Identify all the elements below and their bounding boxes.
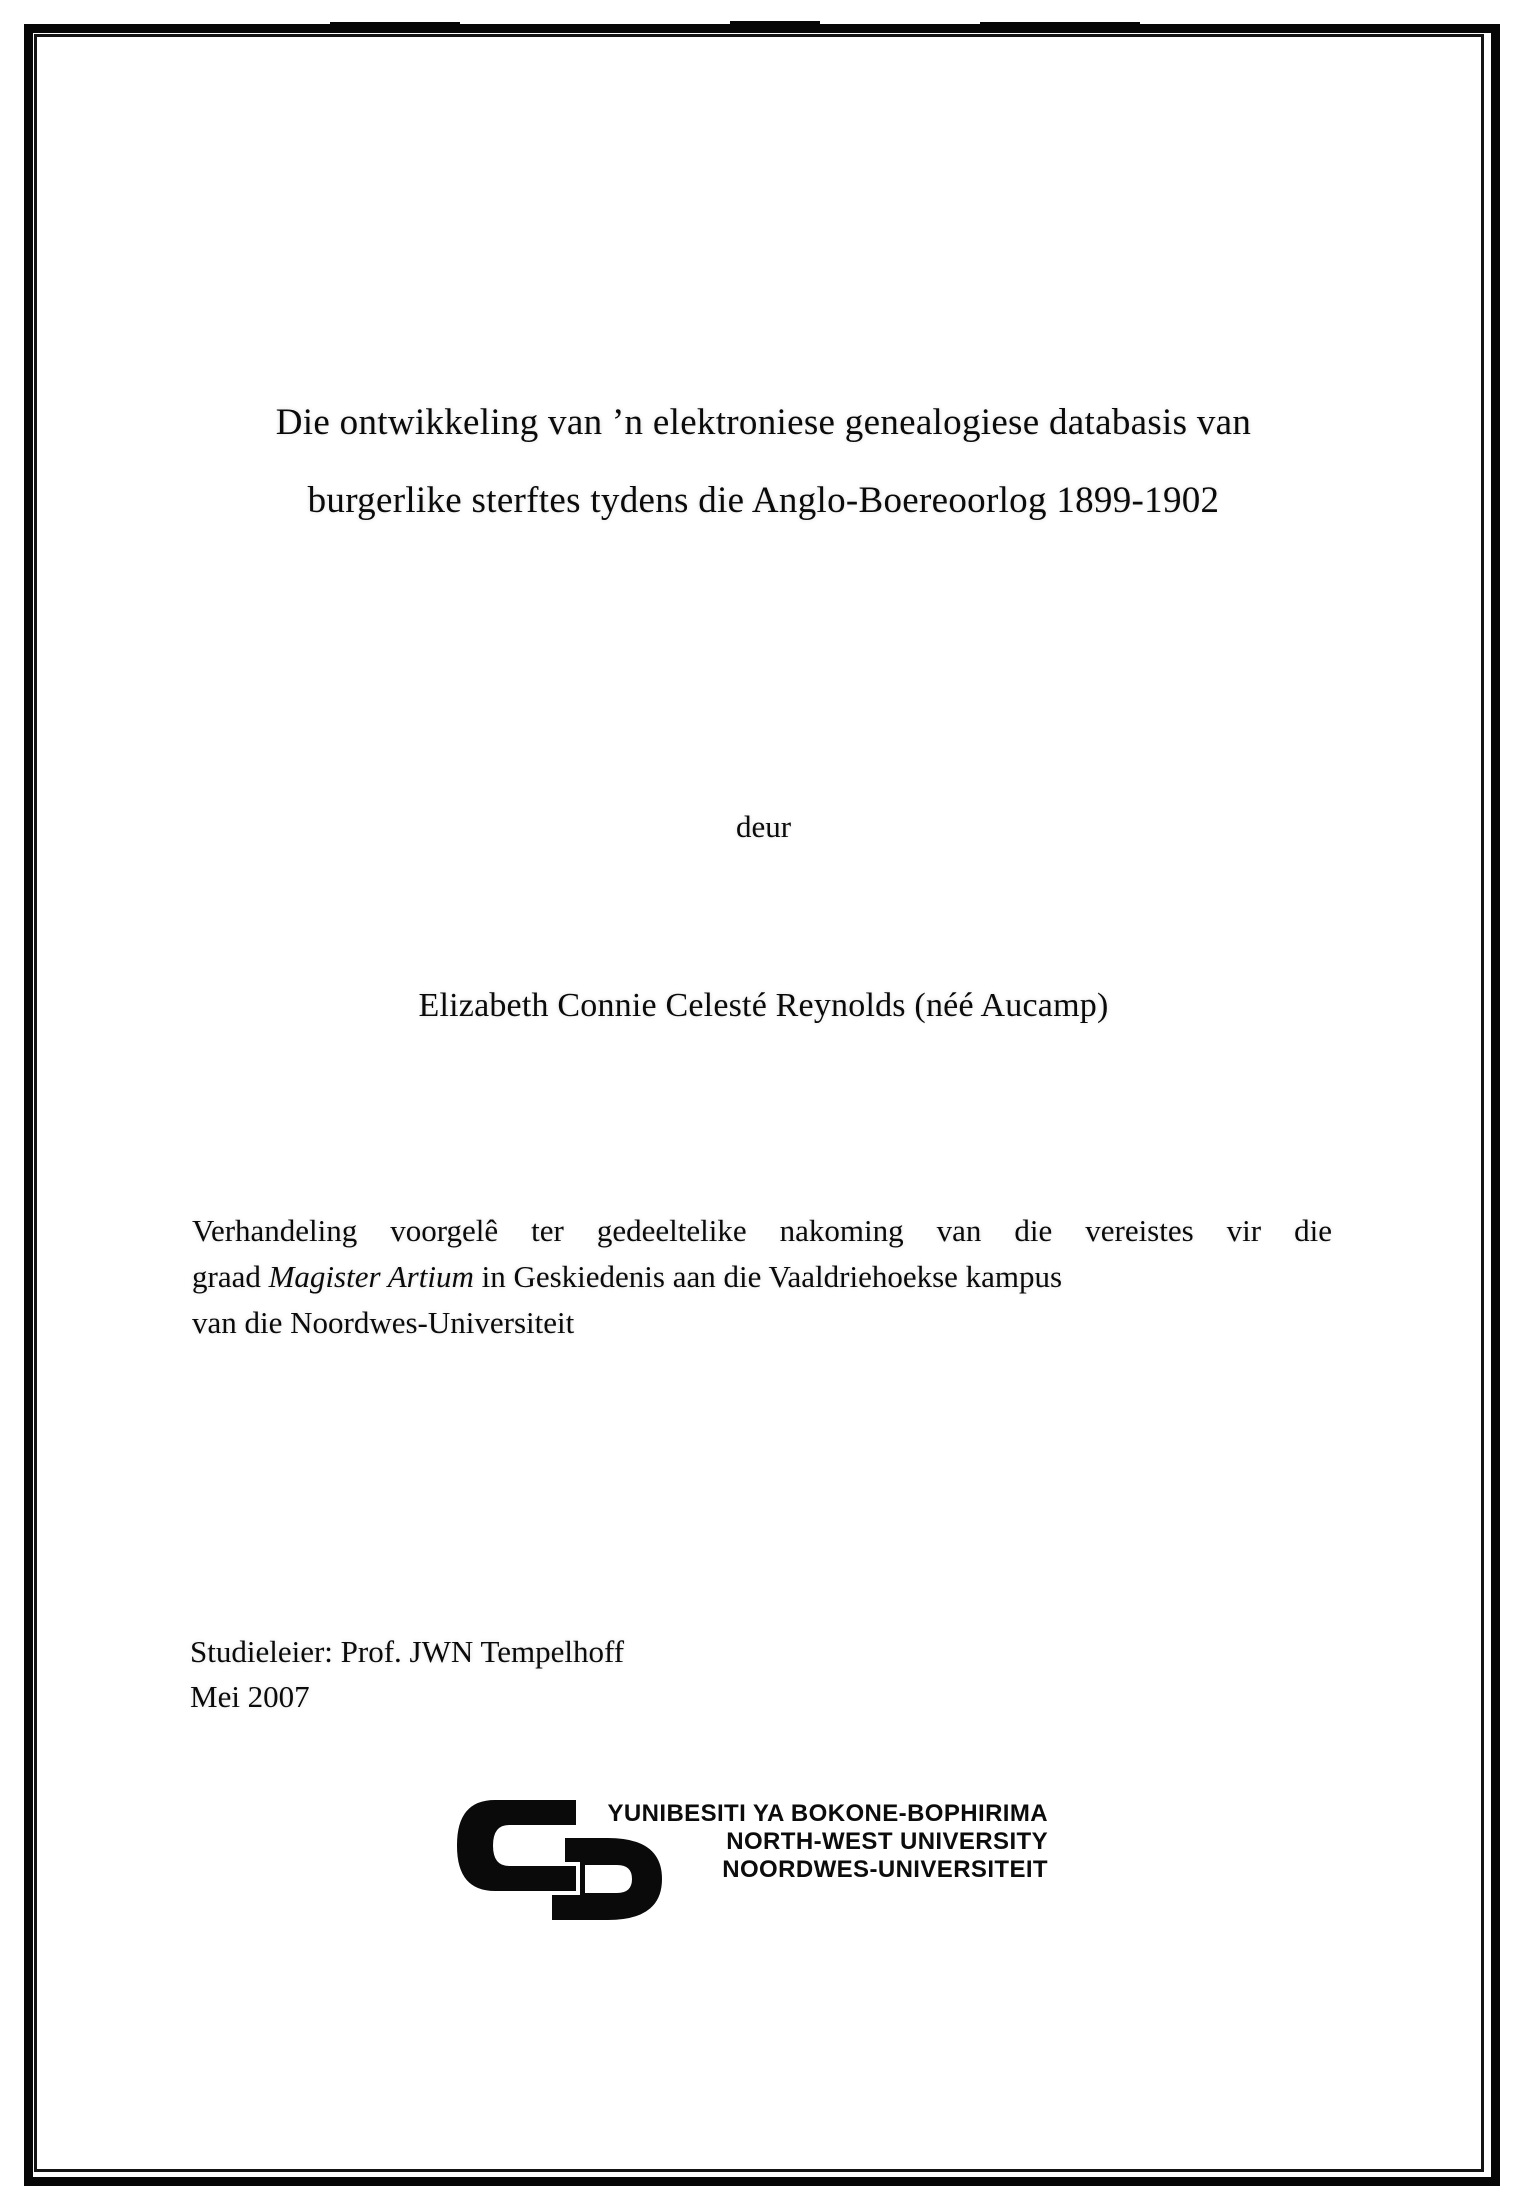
scan-artifact [730, 21, 820, 26]
supervisor-line: Studieleier: Prof. JWN Tempelhoff [190, 1634, 625, 1669]
thesis-title-line2: burgerlike sterftes tydens die Anglo-Boereoorlog 1899-1902 [307, 480, 1220, 521]
degree-statement-line2-pre: graad [192, 1259, 261, 1294]
supervisor-block [190, 1629, 624, 1719]
degree-statement-line3: van die Noordwes-Universiteit [192, 1305, 575, 1340]
author-name: Elizabeth Connie Celesté Reynolds (néé Aucamp) [418, 987, 1109, 1024]
university-name-block [586, 1800, 1048, 1884]
scan-artifact [330, 22, 460, 27]
university-name-setswana: YUNIBESITI YA BOKONE-BOPHIRIMA [607, 1800, 1048, 1827]
byline-label: deur [735, 809, 792, 844]
thesis-title-line1: Die ontwikkeling van ’n elektroniese genealogiese databasis van [275, 402, 1252, 443]
date-line: Mei 2007 [190, 1679, 310, 1714]
thesis-title [0, 384, 1527, 540]
degree-statement-line2-post: in Geskiedenis aan die Vaaldriehoekse kampus [481, 1259, 1063, 1294]
scan-artifact [980, 22, 1140, 27]
degree-statement [192, 1208, 1332, 1346]
logo-link-front [455, 1798, 578, 1893]
university-name-english: NORTH-WEST UNIVERSITY [726, 1828, 1048, 1855]
degree-name-italic: Magister Artium [268, 1259, 474, 1294]
degree-statement-line1: Verhandeling voorgelê ter gedeeltelike nakoming van die vereistes vir die [192, 1213, 1332, 1248]
university-name-afrikaans: NOORDWES-UNIVERSITEIT [722, 1856, 1048, 1883]
degree-statement-line2 [192, 1254, 1332, 1300]
